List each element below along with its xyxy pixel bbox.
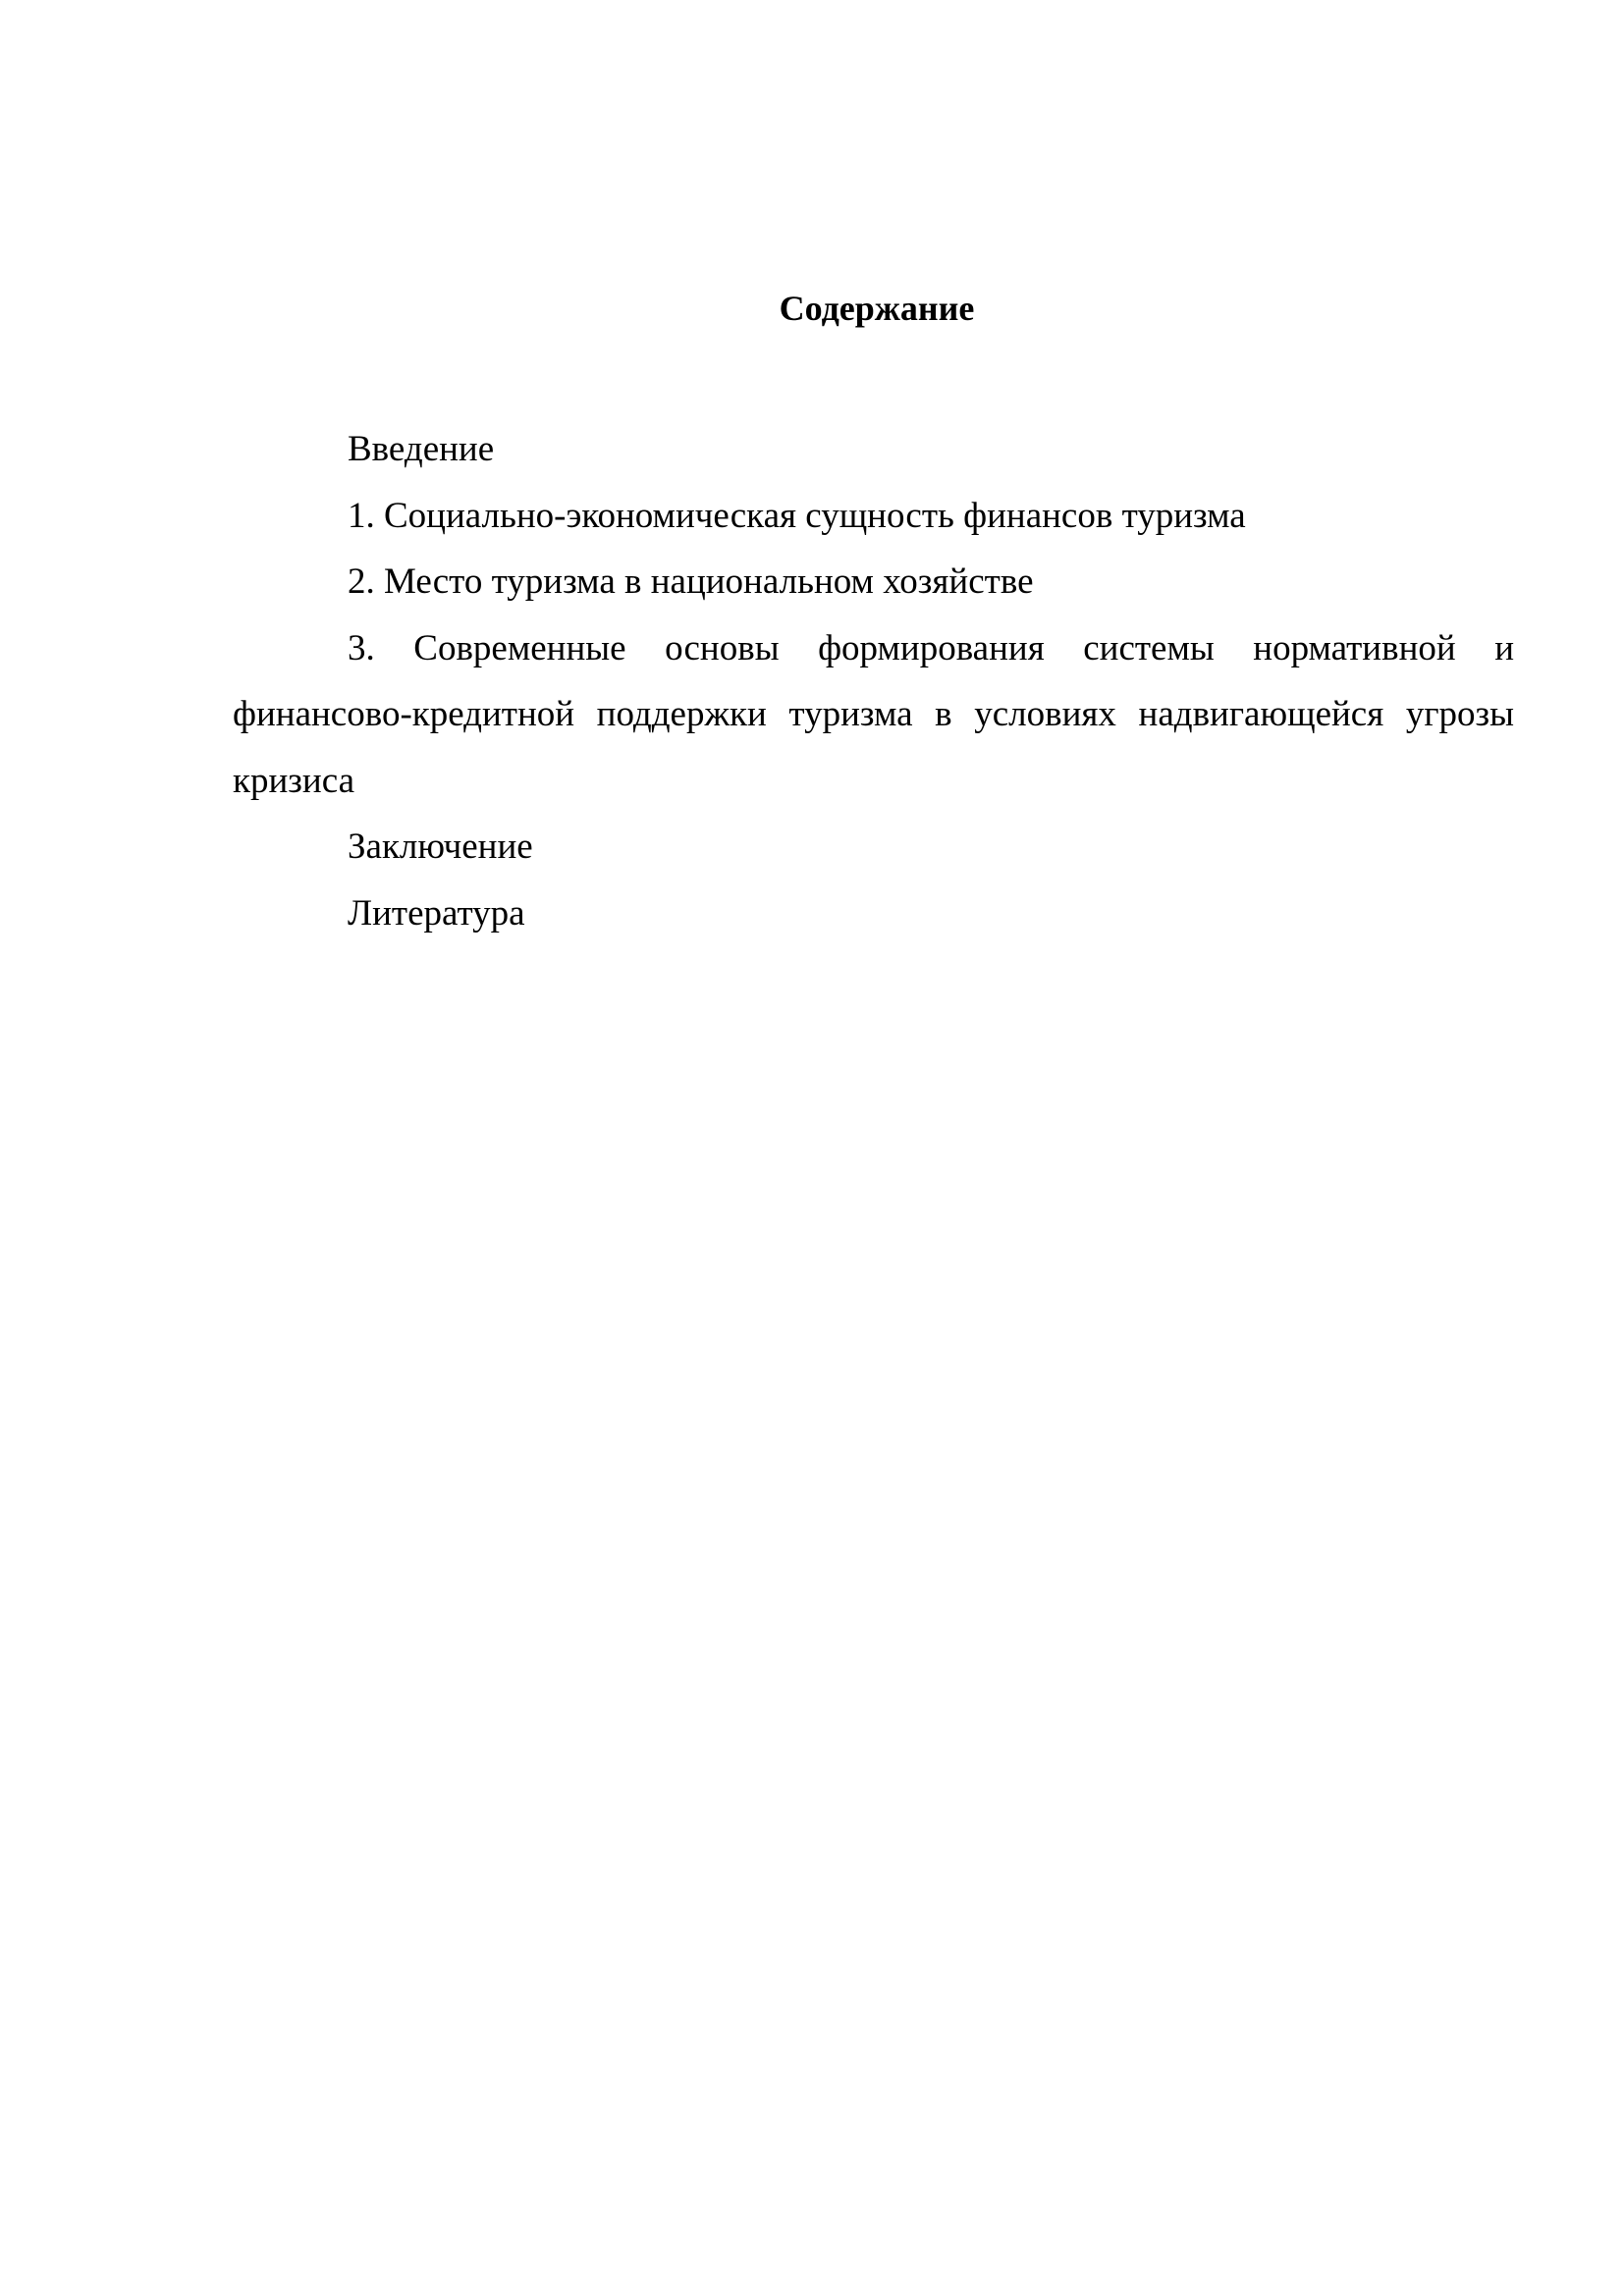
toc-item-conclusion: Заключение bbox=[348, 827, 533, 867]
page-title: Содержание bbox=[779, 289, 975, 328]
table-of-contents bbox=[233, 416, 1514, 946]
toc-item-chapter-3: 3. Современные основы формирования системы нормативной и финансово-кредитной поддержки туризма в условиях надвигающейся угрозы кризиса bbox=[233, 627, 1514, 801]
toc-item-introduction: Введение bbox=[348, 429, 495, 469]
toc-item-chapter-1: 1. Социально-экономическая сущность финансов туризма bbox=[348, 495, 1246, 536]
toc-item-references: Литература bbox=[348, 892, 525, 934]
toc-item-chapter-2: 2. Место туризма в национальном хозяйстве bbox=[348, 561, 1034, 602]
